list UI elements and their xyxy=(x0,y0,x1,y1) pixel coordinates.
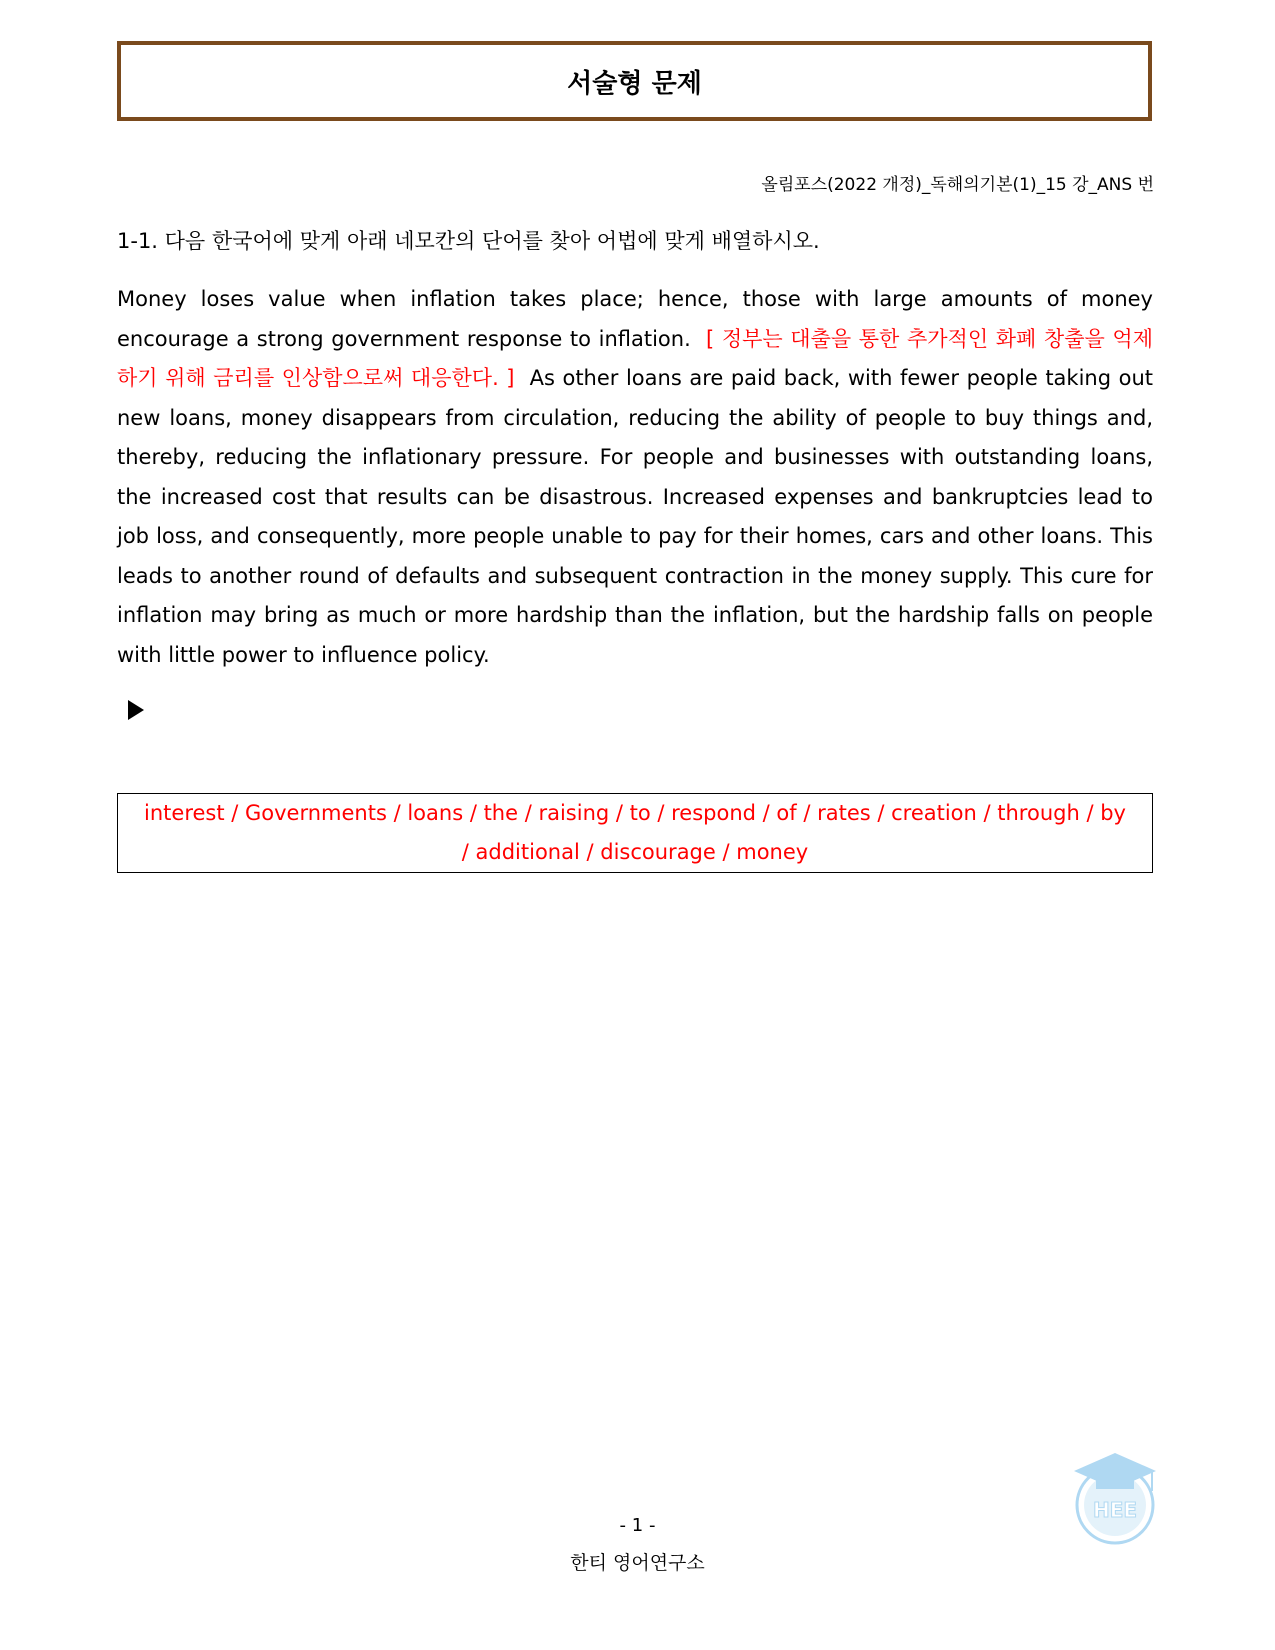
word-bank-box xyxy=(117,793,1153,873)
question-prompt: 1-1. 다음 한국어에 맞게 아래 네모칸의 단어를 찾아 어법에 맞게 배열하시오. xyxy=(117,229,820,253)
reading-passage xyxy=(117,280,1153,675)
source-reference: 올림포스(2022 개정)_독해의기본(1)_15 강_ANS 번 xyxy=(761,175,1154,195)
graduation-cap-icon xyxy=(1072,1447,1158,1547)
title-box xyxy=(117,41,1152,121)
word-bank: interest / Governments / loans / the / raising / to / respond / of / rates / creation / through / by / additional / discourage / money xyxy=(144,801,1126,864)
answer-arrow-icon xyxy=(128,700,144,720)
passage-text-2: As other loans are paid back, with fewer people taking out new loans, money disappears from circulation, reducing the ability of people to buy things and, thereby, reducing the inflationary pressure. For people and businesses with outstanding loans, the increased cost that results can be disastrous. Increased expenses and bankruptcies lead to job loss, and consequently, more people unable to pay for their homes, cars and other loans. This leads to another round of defaults and subsequent contraction in the money supply. This cure for inflation may bring as much or more hardship than the inflation, but the hardship falls on people with little power to influence policy. xyxy=(117,366,1153,667)
korean-translation: [ 정부는 대출을 통한 추가적인 화폐 창출을 억제하기 위해 금리를 인상함으로써 대응한다. ] xyxy=(117,326,1153,390)
publisher-name: 한티 영어연구소 xyxy=(570,1552,705,1574)
page-title: 서술형 문제 xyxy=(567,68,702,99)
logo-text: HEE xyxy=(1092,1498,1138,1522)
page-number: - 1 - xyxy=(619,1515,656,1536)
passage-text-1: Money loses value when inflation takes place; hence, those with large amounts of money encourage a strong government response to inflation. xyxy=(117,287,1153,351)
